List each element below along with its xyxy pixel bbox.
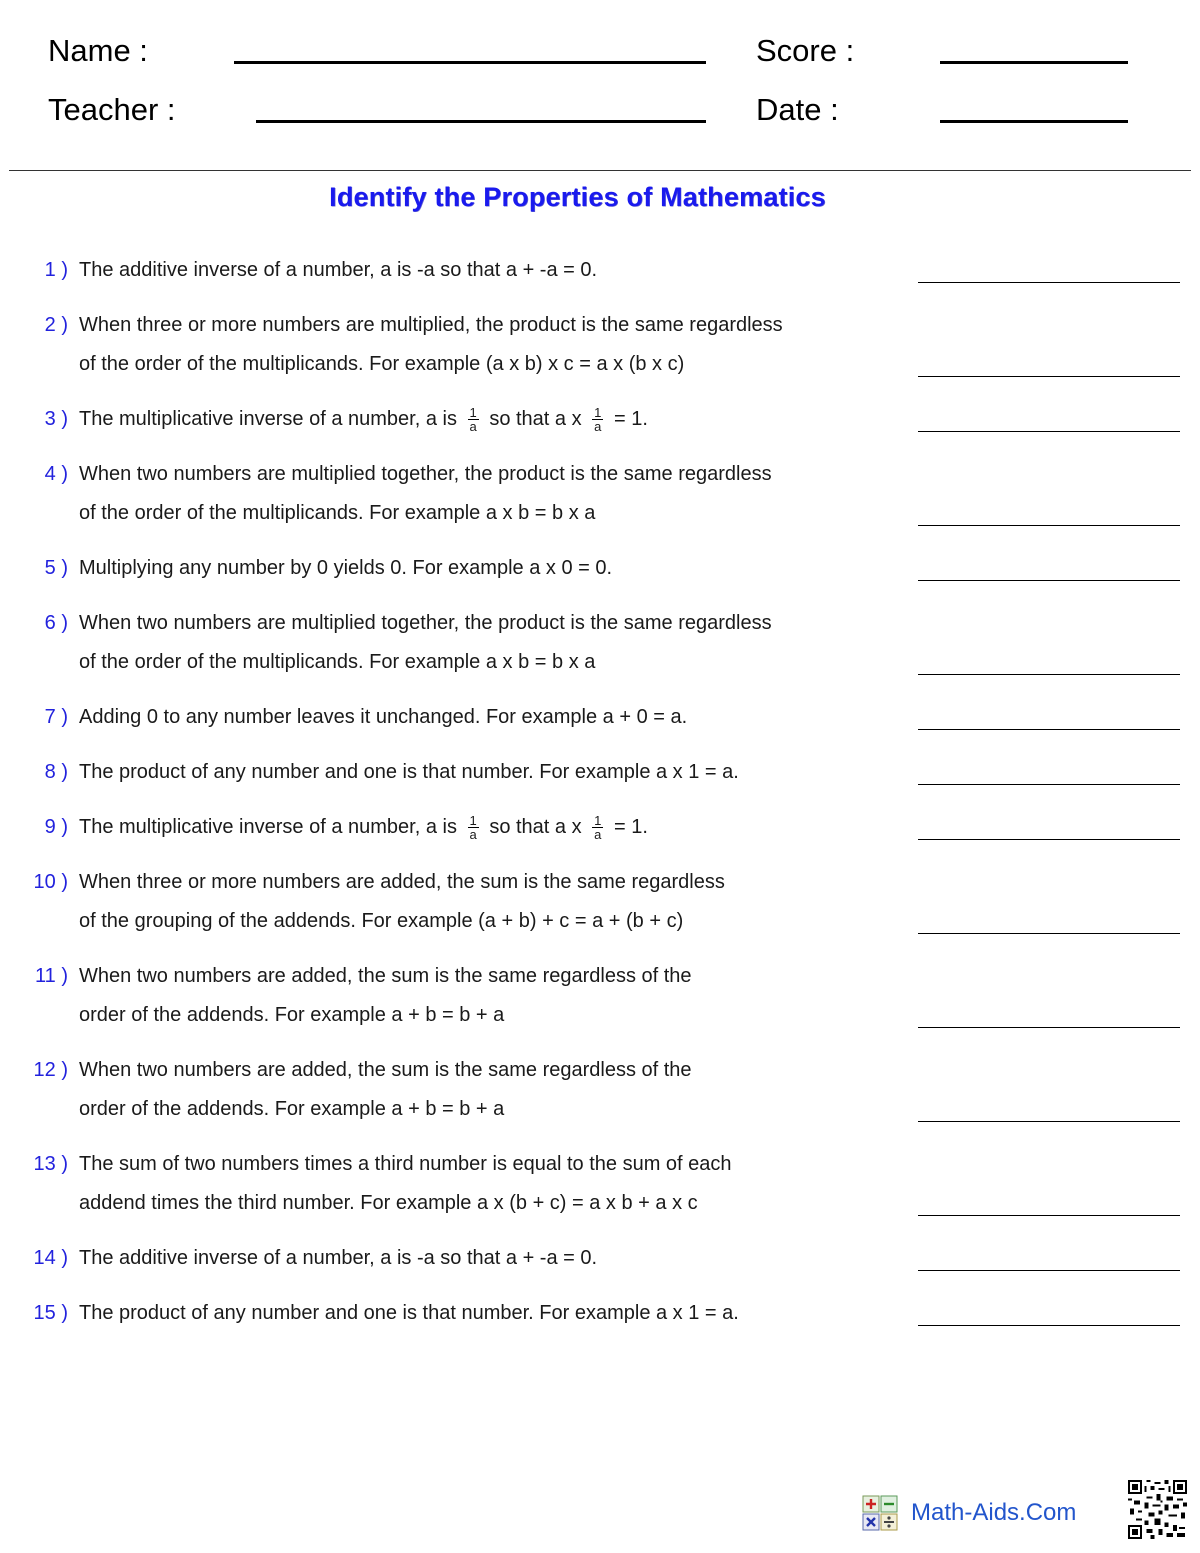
problem-number: 2 ): [44, 314, 68, 336]
answer-line[interactable]: [918, 376, 1180, 377]
problem-text: When two numbers are multiplied together, the product is the same regardless: [79, 612, 772, 634]
problem-number: 13 ): [33, 1153, 68, 1175]
answer-line[interactable]: [918, 1121, 1180, 1122]
answer-line[interactable]: [918, 1215, 1180, 1216]
problem-number: 1 ): [44, 259, 68, 281]
fraction: [592, 814, 603, 841]
problem-text: [79, 400, 648, 439]
problem-number: 12 ): [33, 1059, 68, 1081]
problem-number: 7 ): [44, 706, 68, 728]
problem-text: The additive inverse of a number, a is -a so that a + -a = 0.: [79, 259, 598, 281]
problem-text-part: The multiplicative inverse of a number, a is: [79, 408, 457, 430]
problem-text: order of the addends. For example a + b = b + a: [79, 1098, 505, 1120]
answer-line[interactable]: [918, 1027, 1180, 1028]
problem-text: When two numbers are added, the sum is the same regardless of the: [79, 965, 692, 987]
problem-number: 6 ): [44, 612, 68, 634]
date-field[interactable]: [940, 120, 1128, 123]
problem-number: 5 ): [44, 557, 68, 579]
problem-text-part: so that a x: [489, 816, 582, 838]
fraction-denominator: a: [594, 419, 602, 435]
problem-text: Adding 0 to any number leaves it unchanged. For example a + 0 = a.: [79, 706, 688, 728]
problem-text: When three or more numbers are added, the sum is the same regardless: [79, 871, 725, 893]
answer-line[interactable]: [918, 933, 1180, 934]
teacher-field[interactable]: [256, 120, 706, 123]
fraction-denominator: a: [469, 419, 477, 435]
name-label: Name :: [48, 33, 148, 68]
problem-number: 15 ): [33, 1302, 68, 1324]
fraction-denominator: a: [594, 827, 602, 843]
fraction: [468, 814, 479, 841]
problem-text: When two numbers are multiplied together, the product is the same regardless: [79, 463, 772, 485]
problem-number: 11 ): [35, 965, 68, 987]
problem-text-part: so that a x: [489, 408, 582, 430]
problem-text: When two numbers are added, the sum is the same regardless of the: [79, 1059, 692, 1081]
answer-line[interactable]: [918, 674, 1180, 675]
problem-text: of the grouping of the addends. For example (a + b) + c = a + (b + c): [79, 910, 684, 932]
brand-link[interactable]: Math-Aids.Com: [911, 1499, 1077, 1526]
problem-text: of the order of the multiplicands. For example (a x b) x c = a x (b x c): [79, 353, 685, 375]
problem-text: The product of any number and one is that number. For example a x 1 = a.: [79, 761, 739, 783]
problem-number: 4 ): [44, 463, 68, 485]
problem-text: The product of any number and one is that number. For example a x 1 = a.: [79, 1302, 739, 1324]
worksheet-title: Identify the Properties of Mathematics: [329, 182, 826, 212]
calculator-icon: [862, 1495, 898, 1531]
problem-text: Multiplying any number by 0 yields 0. For example a x 0 = 0.: [79, 557, 613, 579]
fraction: [592, 406, 603, 433]
problem-text: When three or more numbers are multiplied, the product is the same regardless: [79, 314, 783, 336]
fraction-denominator: a: [469, 827, 477, 843]
answer-line[interactable]: [918, 431, 1180, 432]
teacher-label: Teacher :: [48, 92, 176, 127]
answer-line[interactable]: [918, 525, 1180, 526]
answer-line[interactable]: [918, 1270, 1180, 1271]
problem-text-part: The multiplicative inverse of a number, a is: [79, 816, 457, 838]
problem-number: 3 ): [44, 408, 68, 430]
problem-number: 10 ): [33, 871, 68, 893]
score-field[interactable]: [940, 61, 1128, 64]
answer-line[interactable]: [918, 729, 1180, 730]
answer-line[interactable]: [918, 282, 1180, 283]
answer-line[interactable]: [918, 580, 1180, 581]
fraction-numerator: 1: [469, 405, 477, 421]
problem-text: addend times the third number. For example a x (b + c) = a x b + a x c: [79, 1192, 698, 1214]
problem-number: 8 ): [44, 761, 68, 783]
answer-line[interactable]: [918, 784, 1180, 785]
fraction-numerator: 1: [469, 813, 477, 829]
score-label: Score :: [756, 33, 855, 68]
fraction-numerator: 1: [594, 405, 602, 421]
problem-number: 14 ): [33, 1247, 68, 1269]
qr-code-icon: [1128, 1480, 1187, 1539]
fraction-numerator: 1: [594, 813, 602, 829]
header-divider: [9, 170, 1191, 171]
problem-text-part: = 1.: [613, 408, 648, 430]
problem-text: The additive inverse of a number, a is -a so that a + -a = 0.: [79, 1247, 598, 1269]
problem-text: The sum of two numbers times a third number is equal to the sum of each: [79, 1153, 732, 1175]
date-label: Date :: [756, 92, 839, 127]
problem-text: of the order of the multiplicands. For example a x b = b x a: [79, 502, 596, 524]
problem-text-part: = 1.: [613, 816, 648, 838]
name-field[interactable]: [234, 61, 706, 64]
problem-text: of the order of the multiplicands. For example a x b = b x a: [79, 651, 596, 673]
problem-number: 9 ): [44, 816, 68, 838]
answer-line[interactable]: [918, 839, 1180, 840]
problem-text: [79, 808, 648, 847]
problem-text: order of the addends. For example a + b = b + a: [79, 1004, 505, 1026]
answer-line[interactable]: [918, 1325, 1180, 1326]
fraction: [468, 406, 479, 433]
